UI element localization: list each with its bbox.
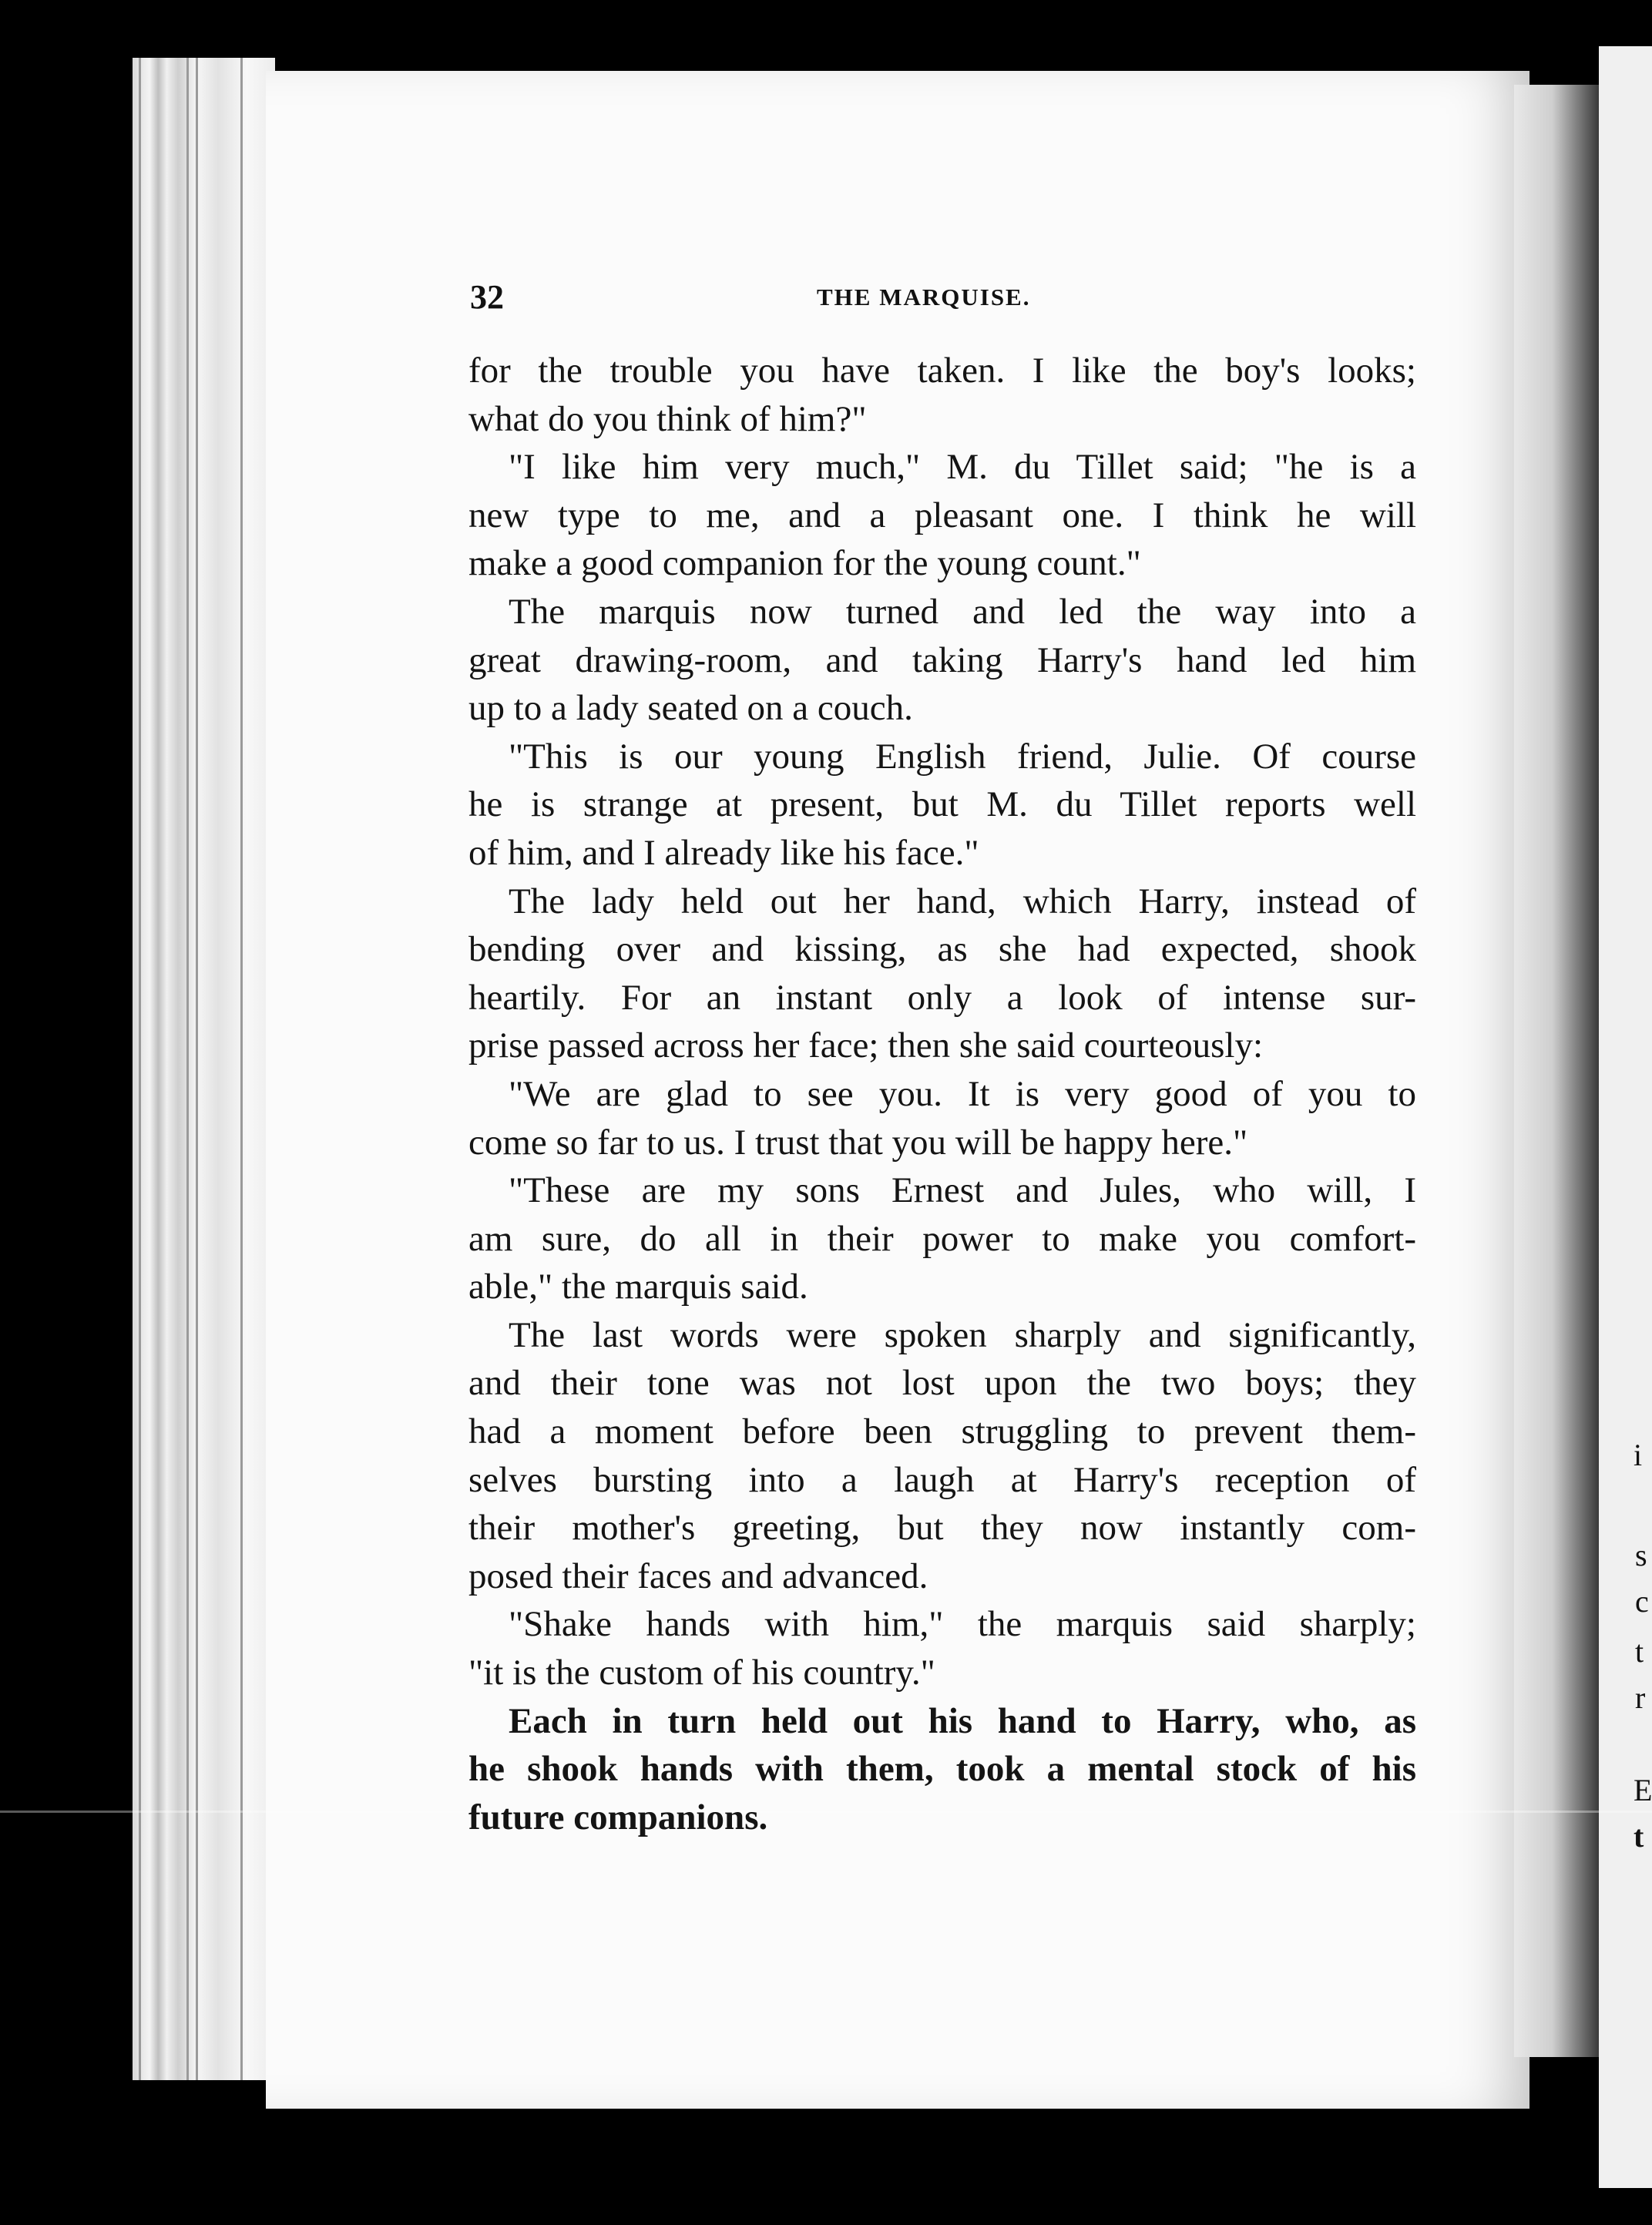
text-line: come so far to us. I trust that you will be happy here." (468, 1122, 1248, 1163)
next-page-letter: E (1634, 1773, 1652, 1807)
text-line: The last words were spoken sharply and significantly, (509, 1314, 1416, 1355)
text-line: posed their faces and advanced. (468, 1555, 928, 1596)
text-line: "This is our young English friend, Julie. Of course (509, 736, 1416, 777)
next-page-edge (1599, 46, 1652, 2188)
page-stack-edge (133, 58, 275, 2080)
next-page-letter: r (1635, 1680, 1646, 1715)
text-line: Each in turn held out his hand to Harry, who, as (509, 1700, 1416, 1741)
text-line: am sure, do all in their power to make you comfort- (468, 1218, 1416, 1259)
running-head: THE MARQUISE. (817, 284, 1031, 310)
next-page-letter: s (1635, 1538, 1647, 1572)
body-text (468, 347, 1416, 1841)
text-line: selves bursting into a laugh at Harry's reception of (468, 1459, 1416, 1500)
text-line: what do you think of him?" (468, 398, 867, 439)
text-line: "These are my sons Ernest and Jules, who will, I (509, 1170, 1416, 1211)
page-number: 32 (470, 278, 504, 316)
next-page-letter: t (1635, 1634, 1644, 1669)
text-line: for the trouble you have taken. I like the boy's looks; (468, 351, 1416, 391)
stack-line (139, 58, 141, 2080)
next-page-letter: i (1634, 1438, 1643, 1472)
text-line: "Shake hands with him," the marquis said sharply; (509, 1604, 1416, 1645)
text-line: great drawing-room, and taking Harry's hand led him (468, 639, 1416, 680)
text-line: able," the marquis said. (468, 1267, 808, 1307)
text-line: prise passed across her face; then she said courteously: (468, 1025, 1264, 1066)
stack-line (196, 58, 198, 2080)
text-line: bending over and kissing, as she had expected, shook (468, 929, 1416, 970)
text-line: "We are glad to see you. It is very good of you to (509, 1073, 1416, 1114)
text-line: "it is the custom of his country." (468, 1653, 935, 1693)
gutter-shadow (1514, 85, 1599, 2057)
text-line: he is strange at present, but M. du Tillet reports well (468, 784, 1416, 825)
stack-line (186, 58, 189, 2080)
text-line: he shook hands with them, took a mental stock of his (468, 1749, 1416, 1790)
text-line: their mother's greeting, but they now instantly com- (468, 1508, 1416, 1549)
page-header (470, 277, 1425, 324)
next-page-letter: c (1635, 1584, 1649, 1619)
text-line: of him, and I already like his face." (468, 832, 979, 873)
text-line: The marquis now turned and led the way into a (509, 591, 1416, 632)
text-line: The lady held out her hand, which Harry, instead of (509, 881, 1416, 921)
text-line: heartily. For an instant only a look of intense sur- (468, 977, 1416, 1018)
text-line: had a moment before been struggling to prevent them- (468, 1411, 1416, 1452)
text-line: future companions. (468, 1797, 768, 1837)
text-line: make a good companion for the young count." (468, 543, 1141, 584)
stack-line (240, 58, 243, 2080)
next-page-letter: t (1634, 1819, 1644, 1854)
text-line: "I like him very much," M. du Tillet said; "he is a (509, 447, 1416, 488)
text-line: and their tone was not lost upon the two boys; they (468, 1363, 1416, 1404)
text-line: up to a lady seated on a couch. (468, 688, 913, 729)
text-line: new type to me, and a pleasant one. I think he will (468, 495, 1416, 535)
